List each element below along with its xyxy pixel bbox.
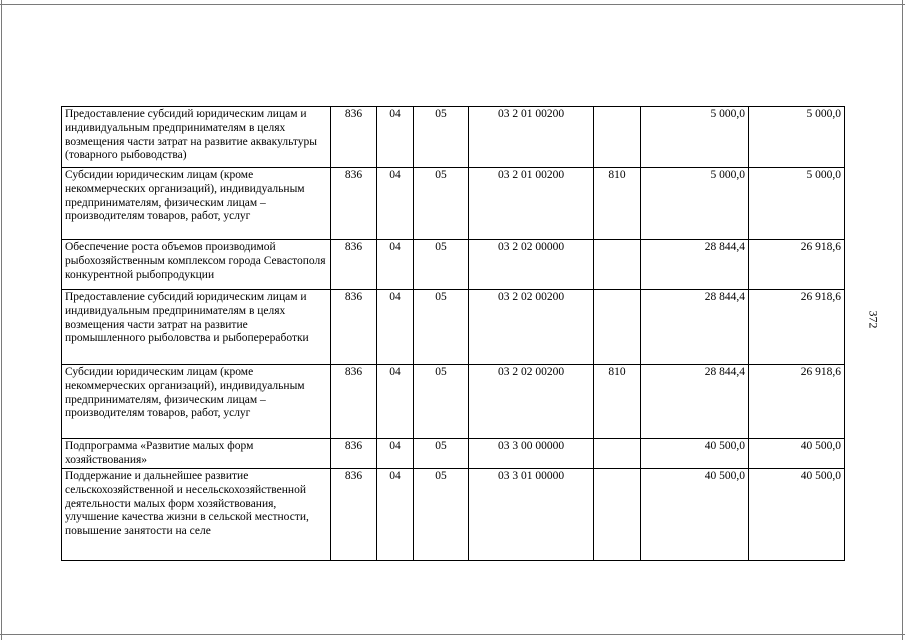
cell-section: 04 (377, 365, 414, 439)
table-row (62, 439, 845, 469)
cell-grbs: 836 (331, 240, 377, 290)
scan-border-right (902, 0, 903, 640)
cell-section: 04 (377, 240, 414, 290)
cell-subsection: 05 (414, 469, 469, 561)
cell-amount-2: 5 000,0 (749, 107, 845, 168)
cell-expense-type (594, 107, 641, 168)
cell-amount-1: 28 844,4 (641, 365, 749, 439)
cell-subsection: 05 (414, 290, 469, 365)
cell-name: Обеспечение роста объемов производимой рыбохозяйственным комплексом города Севастополя конкурентной рыбопродукции (62, 240, 331, 290)
cell-subsection: 05 (414, 240, 469, 290)
cell-section: 04 (377, 469, 414, 561)
cell-grbs: 836 (331, 168, 377, 240)
cell-expense-type: 810 (594, 365, 641, 439)
cell-amount-2: 40 500,0 (749, 439, 845, 469)
cell-subsection: 05 (414, 168, 469, 240)
table-row (62, 365, 845, 439)
cell-subsection: 05 (414, 365, 469, 439)
cell-amount-2: 26 918,6 (749, 240, 845, 290)
cell-amount-2: 40 500,0 (749, 469, 845, 561)
cell-amount-1: 28 844,4 (641, 240, 749, 290)
cell-expense-type (594, 439, 641, 469)
cell-target-article: 03 2 01 00200 (469, 168, 594, 240)
table-row (62, 240, 845, 290)
cell-grbs: 836 (331, 290, 377, 365)
cell-expense-type: 810 (594, 168, 641, 240)
cell-section: 04 (377, 439, 414, 469)
cell-name: Субсидии юридическим лицам (кроме некоммерческих организаций), индивидуальным предпринимателям, физическим лицам – производителям товаров, работ, услуг (62, 365, 331, 439)
cell-expense-type (594, 469, 641, 561)
cell-amount-1: 5 000,0 (641, 168, 749, 240)
cell-expense-type (594, 290, 641, 365)
cell-target-article: 03 3 00 00000 (469, 439, 594, 469)
cell-amount-1: 40 500,0 (641, 469, 749, 561)
budget-table (61, 106, 845, 561)
scan-border-top (0, 4, 905, 5)
cell-target-article: 03 2 01 00200 (469, 107, 594, 168)
cell-amount-1: 5 000,0 (641, 107, 749, 168)
cell-amount-2: 26 918,6 (749, 365, 845, 439)
cell-amount-1: 28 844,4 (641, 290, 749, 365)
cell-name: Поддержание и дальнейшее развитие сельскохозяйственной и несельскохозяйственной деятельности малых форм хозяйствования, улучшение качества жизни в сельской местности, повышение занятости на селе (62, 469, 331, 561)
cell-grbs: 836 (331, 365, 377, 439)
table-row (62, 469, 845, 561)
cell-target-article: 03 2 02 00200 (469, 290, 594, 365)
cell-section: 04 (377, 290, 414, 365)
cell-grbs: 836 (331, 107, 377, 168)
cell-amount-2: 5 000,0 (749, 168, 845, 240)
table-row (62, 107, 845, 168)
cell-target-article: 03 3 01 00000 (469, 469, 594, 561)
cell-target-article: 03 2 02 00200 (469, 365, 594, 439)
cell-subsection: 05 (414, 107, 469, 168)
scan-border-bottom (0, 634, 905, 635)
cell-name: Подпрограмма «Развитие малых форм хозяйствования» (62, 439, 331, 469)
cell-amount-1: 40 500,0 (641, 439, 749, 469)
cell-expense-type (594, 240, 641, 290)
cell-grbs: 836 (331, 469, 377, 561)
cell-section: 04 (377, 107, 414, 168)
table-row (62, 168, 845, 240)
cell-section: 04 (377, 168, 414, 240)
page-number: 372 (866, 310, 881, 329)
cell-name: Предоставление субсидий юридическим лицам и индивидуальным предпринимателям в целях возмещения части затрат на развитие аквакультуры (товарного рыбоводства) (62, 107, 331, 168)
cell-target-article: 03 2 02 00000 (469, 240, 594, 290)
cell-name: Предоставление субсидий юридическим лицам и индивидуальным предпринимателям в целях возмещения части затрат на развитие промышленного рыболовства и рыбопереработки (62, 290, 331, 365)
scan-border-left (1, 0, 2, 640)
table-row (62, 290, 845, 365)
cell-subsection: 05 (414, 439, 469, 469)
cell-name: Субсидии юридическим лицам (кроме некоммерческих организаций), индивидуальным предпринимателям, физическим лицам – производителям товаров, работ, услуг (62, 168, 331, 240)
cell-grbs: 836 (331, 439, 377, 469)
cell-amount-2: 26 918,6 (749, 290, 845, 365)
